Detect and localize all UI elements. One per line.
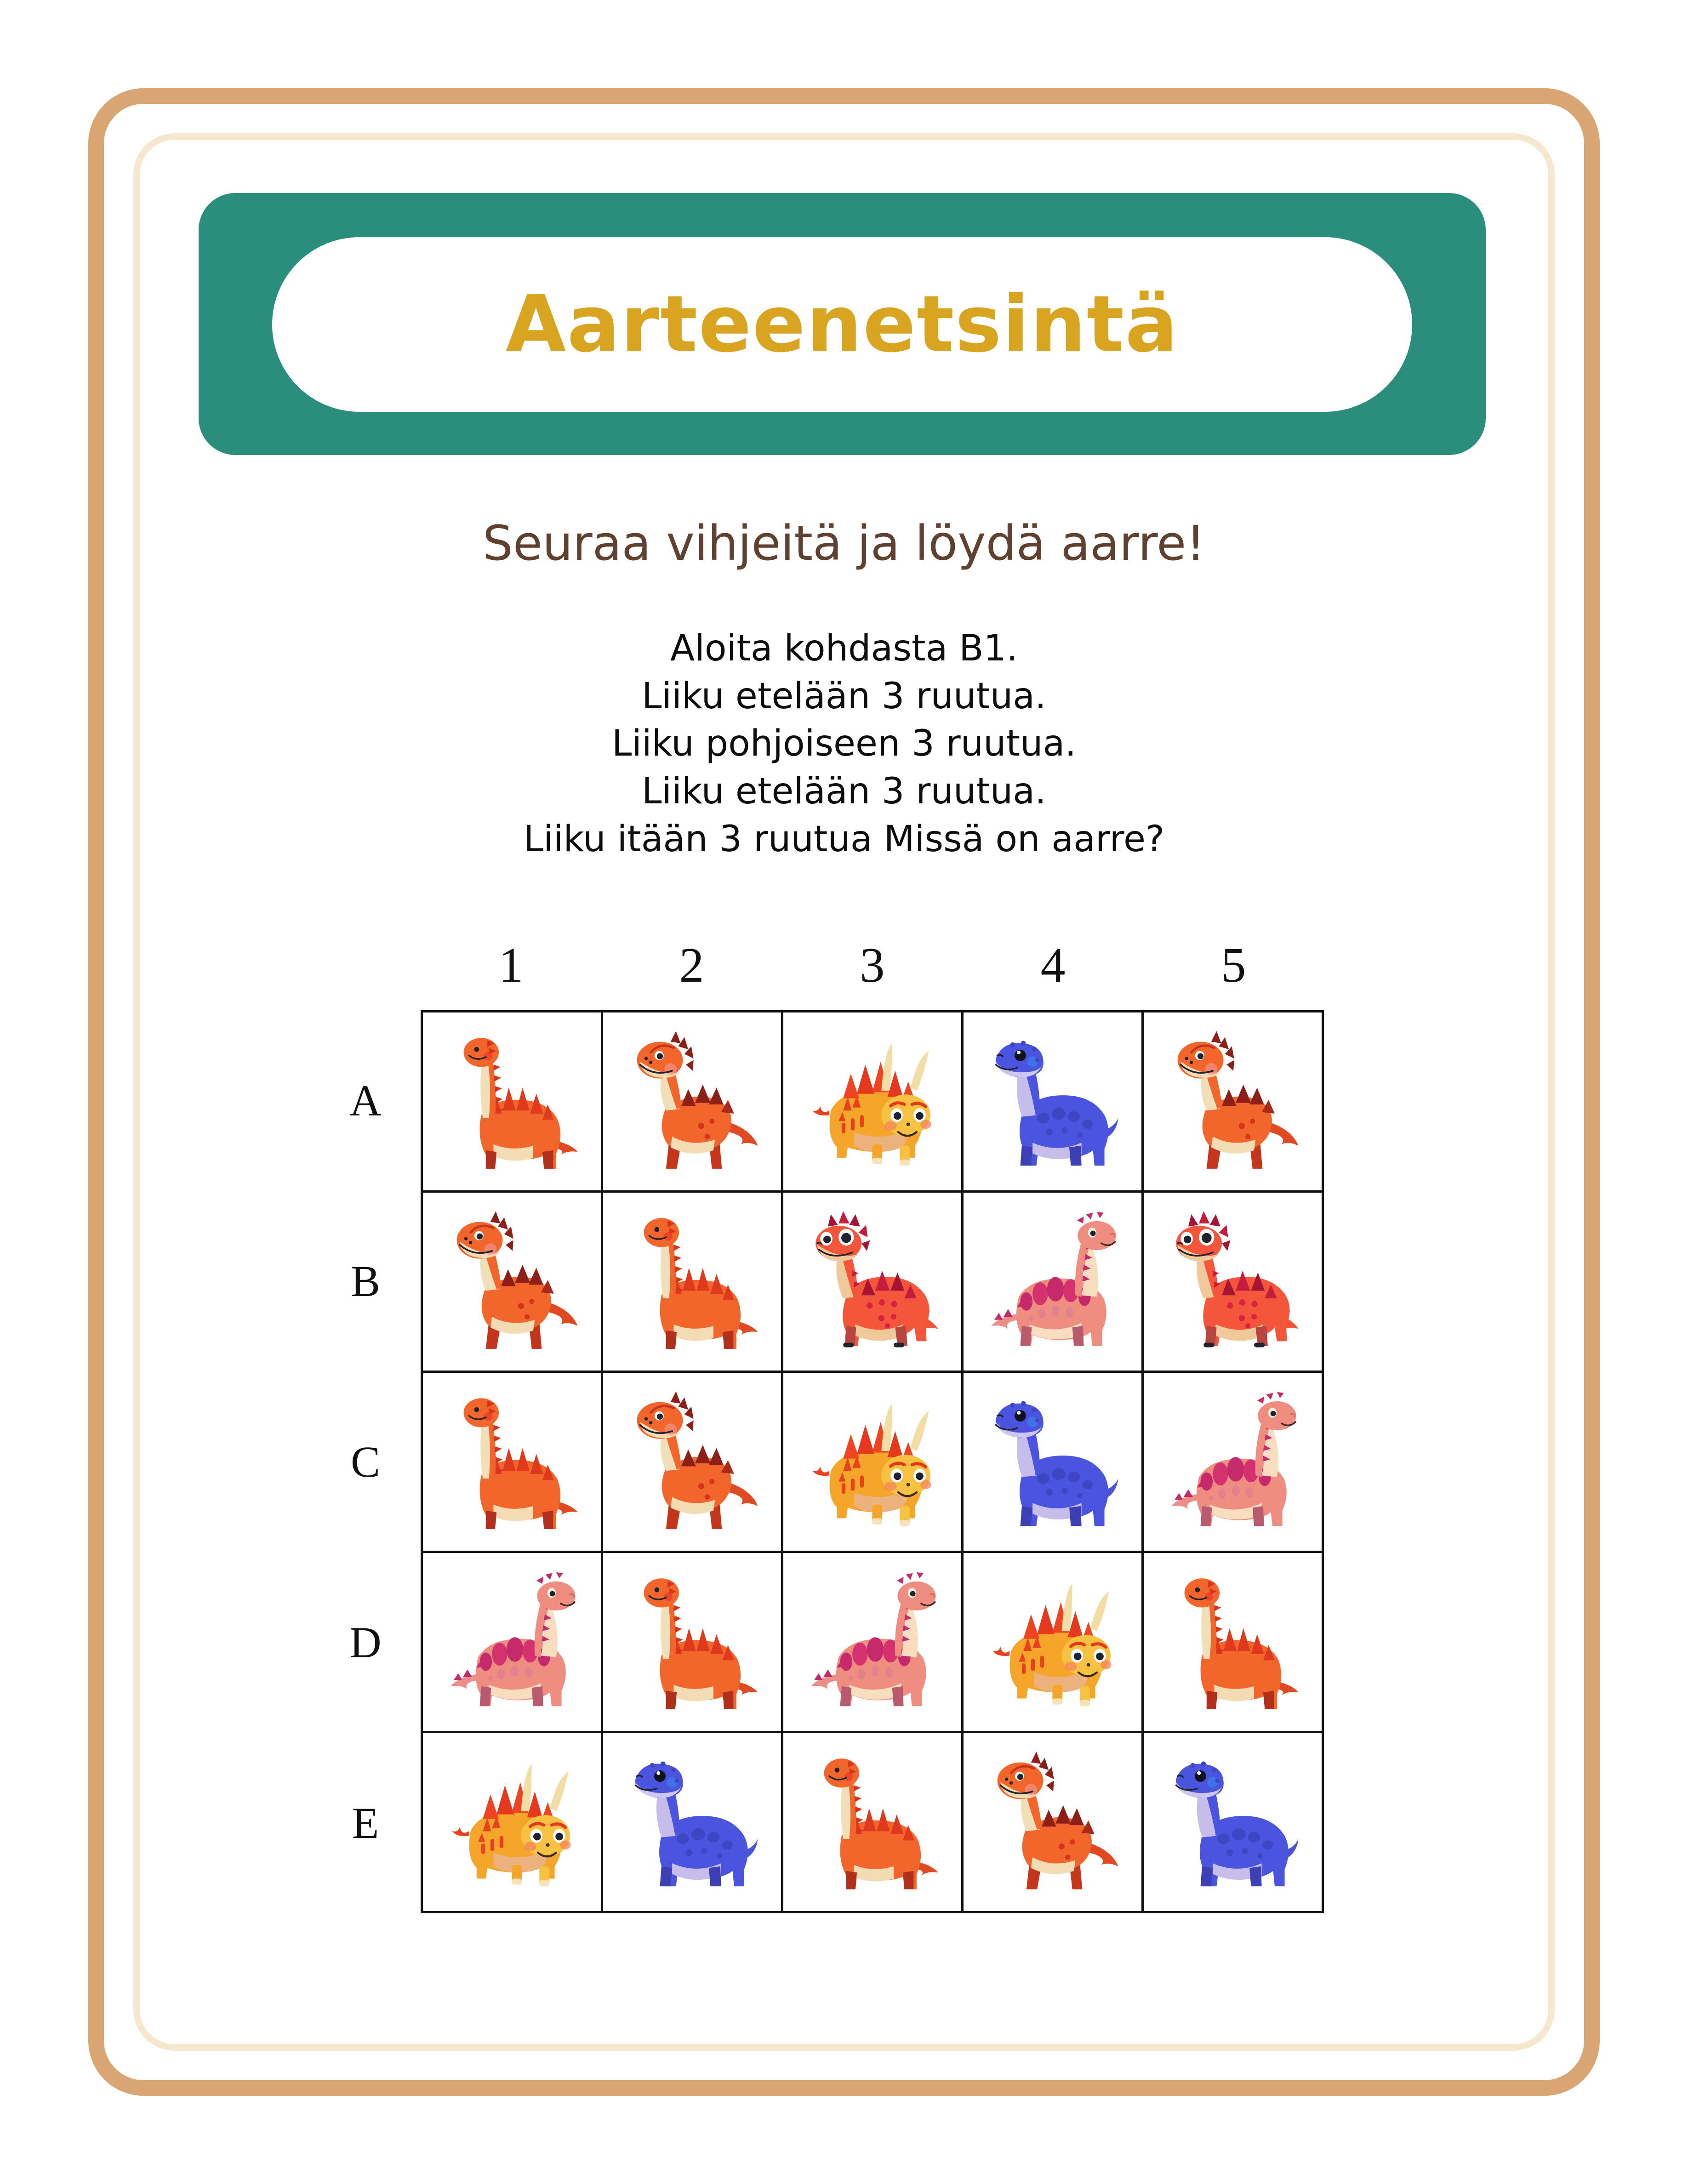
orange-longneck-stegosaur-icon [796,1746,949,1899]
yellow-spiky-triceratops-icon [796,1025,949,1178]
grid-cell-c5[interactable] [1144,1373,1324,1553]
column-header-1: 1 [498,938,524,993]
pink-stegosaur-icon [435,1565,588,1718]
instruction-line-3: Liiku pohjoiseen 3 ruutua. [611,723,1077,765]
grid-cell-d1[interactable] [423,1553,603,1733]
column-header-4: 4 [1040,938,1066,993]
row-header-a: A [349,1075,382,1125]
grid-cell-e4[interactable] [964,1733,1144,1913]
red-crested-dino-icon [796,1205,949,1358]
row-header-d: D [349,1617,382,1667]
instruction-line-1: Aloita kohdasta B1. [670,628,1018,669]
instruction-line-4: Liiku etelään 3 ruutua. [642,771,1046,813]
grid-cell-b4[interactable] [964,1193,1144,1373]
row-header-c: C [350,1437,381,1486]
orange-longneck-stegosaur-icon [435,1385,588,1538]
grid-cell-e5[interactable] [1144,1733,1324,1913]
grid-cell-a5[interactable] [1144,1012,1324,1193]
red-crested-dino-icon [1156,1205,1309,1358]
grid-cell-d3[interactable] [783,1553,964,1733]
treasure-grid-wrapper [421,1010,1324,1913]
grid-cell-e3[interactable] [783,1733,964,1913]
row-header-e: E [352,1798,379,1848]
page-title: Aarteenetsintä [505,279,1179,370]
grid-cell-c4[interactable] [964,1373,1144,1553]
orange-longneck-stegosaur-icon [616,1205,769,1358]
pink-stegosaur-icon [796,1565,949,1718]
instructions-list [0,625,1688,864]
grid-cell-c1[interactable] [423,1373,603,1553]
pink-stegosaur-icon [1156,1385,1309,1538]
subtitle: Seuraa vihjeitä ja löydä aarre! [483,515,1205,571]
column-header-2: 2 [679,938,704,993]
blue-brachiosaurus-icon [976,1385,1129,1538]
column-header-5: 5 [1221,938,1246,993]
grid-cell-b5[interactable] [1144,1193,1324,1373]
grid-row-headers [322,1010,409,1913]
orange-spiky-dino-icon [435,1205,588,1358]
orange-longneck-stegosaur-icon [435,1025,588,1178]
grid-column-headers [421,912,1324,993]
yellow-spiky-triceratops-icon [435,1746,588,1899]
grid-cell-b2[interactable] [603,1193,783,1373]
grid-cell-a3[interactable] [783,1012,964,1193]
grid-cell-c3[interactable] [783,1373,964,1553]
grid-cell-a1[interactable] [423,1012,603,1193]
instruction-line-5: Liiku itään 3 ruutua Missä on aarre? [523,818,1165,860]
grid-cell-a2[interactable] [603,1012,783,1193]
column-header-3: 3 [860,938,885,993]
grid-cell-c2[interactable] [603,1373,783,1553]
grid-cell-d5[interactable] [1144,1553,1324,1733]
grid-cell-e1[interactable] [423,1733,603,1913]
grid-cell-d2[interactable] [603,1553,783,1733]
yellow-spiky-triceratops-icon [796,1385,949,1538]
grid-cell-b3[interactable] [783,1193,964,1373]
blue-brachiosaurus-icon [616,1746,769,1899]
title-pill [272,237,1412,412]
treasure-grid [421,1010,1324,1913]
orange-spiky-dino-icon [976,1746,1129,1899]
blue-brachiosaurus-icon [1156,1746,1309,1899]
pink-stegosaur-icon [976,1205,1129,1358]
orange-spiky-dino-icon [616,1385,769,1538]
instruction-line-2: Liiku etelään 3 ruutua. [642,675,1046,717]
orange-longneck-stegosaur-icon [1156,1565,1309,1718]
grid-cell-d4[interactable] [964,1553,1144,1733]
grid-cell-e2[interactable] [603,1733,783,1913]
grid-cell-a4[interactable] [964,1012,1144,1193]
grid-cell-b1[interactable] [423,1193,603,1373]
orange-longneck-stegosaur-icon [616,1565,769,1718]
row-header-b: B [350,1256,381,1306]
blue-brachiosaurus-icon [976,1025,1129,1178]
title-banner [199,193,1486,455]
yellow-spiky-triceratops-icon [976,1565,1129,1718]
orange-spiky-dino-icon [616,1025,769,1178]
orange-spiky-dino-icon [1156,1025,1309,1178]
